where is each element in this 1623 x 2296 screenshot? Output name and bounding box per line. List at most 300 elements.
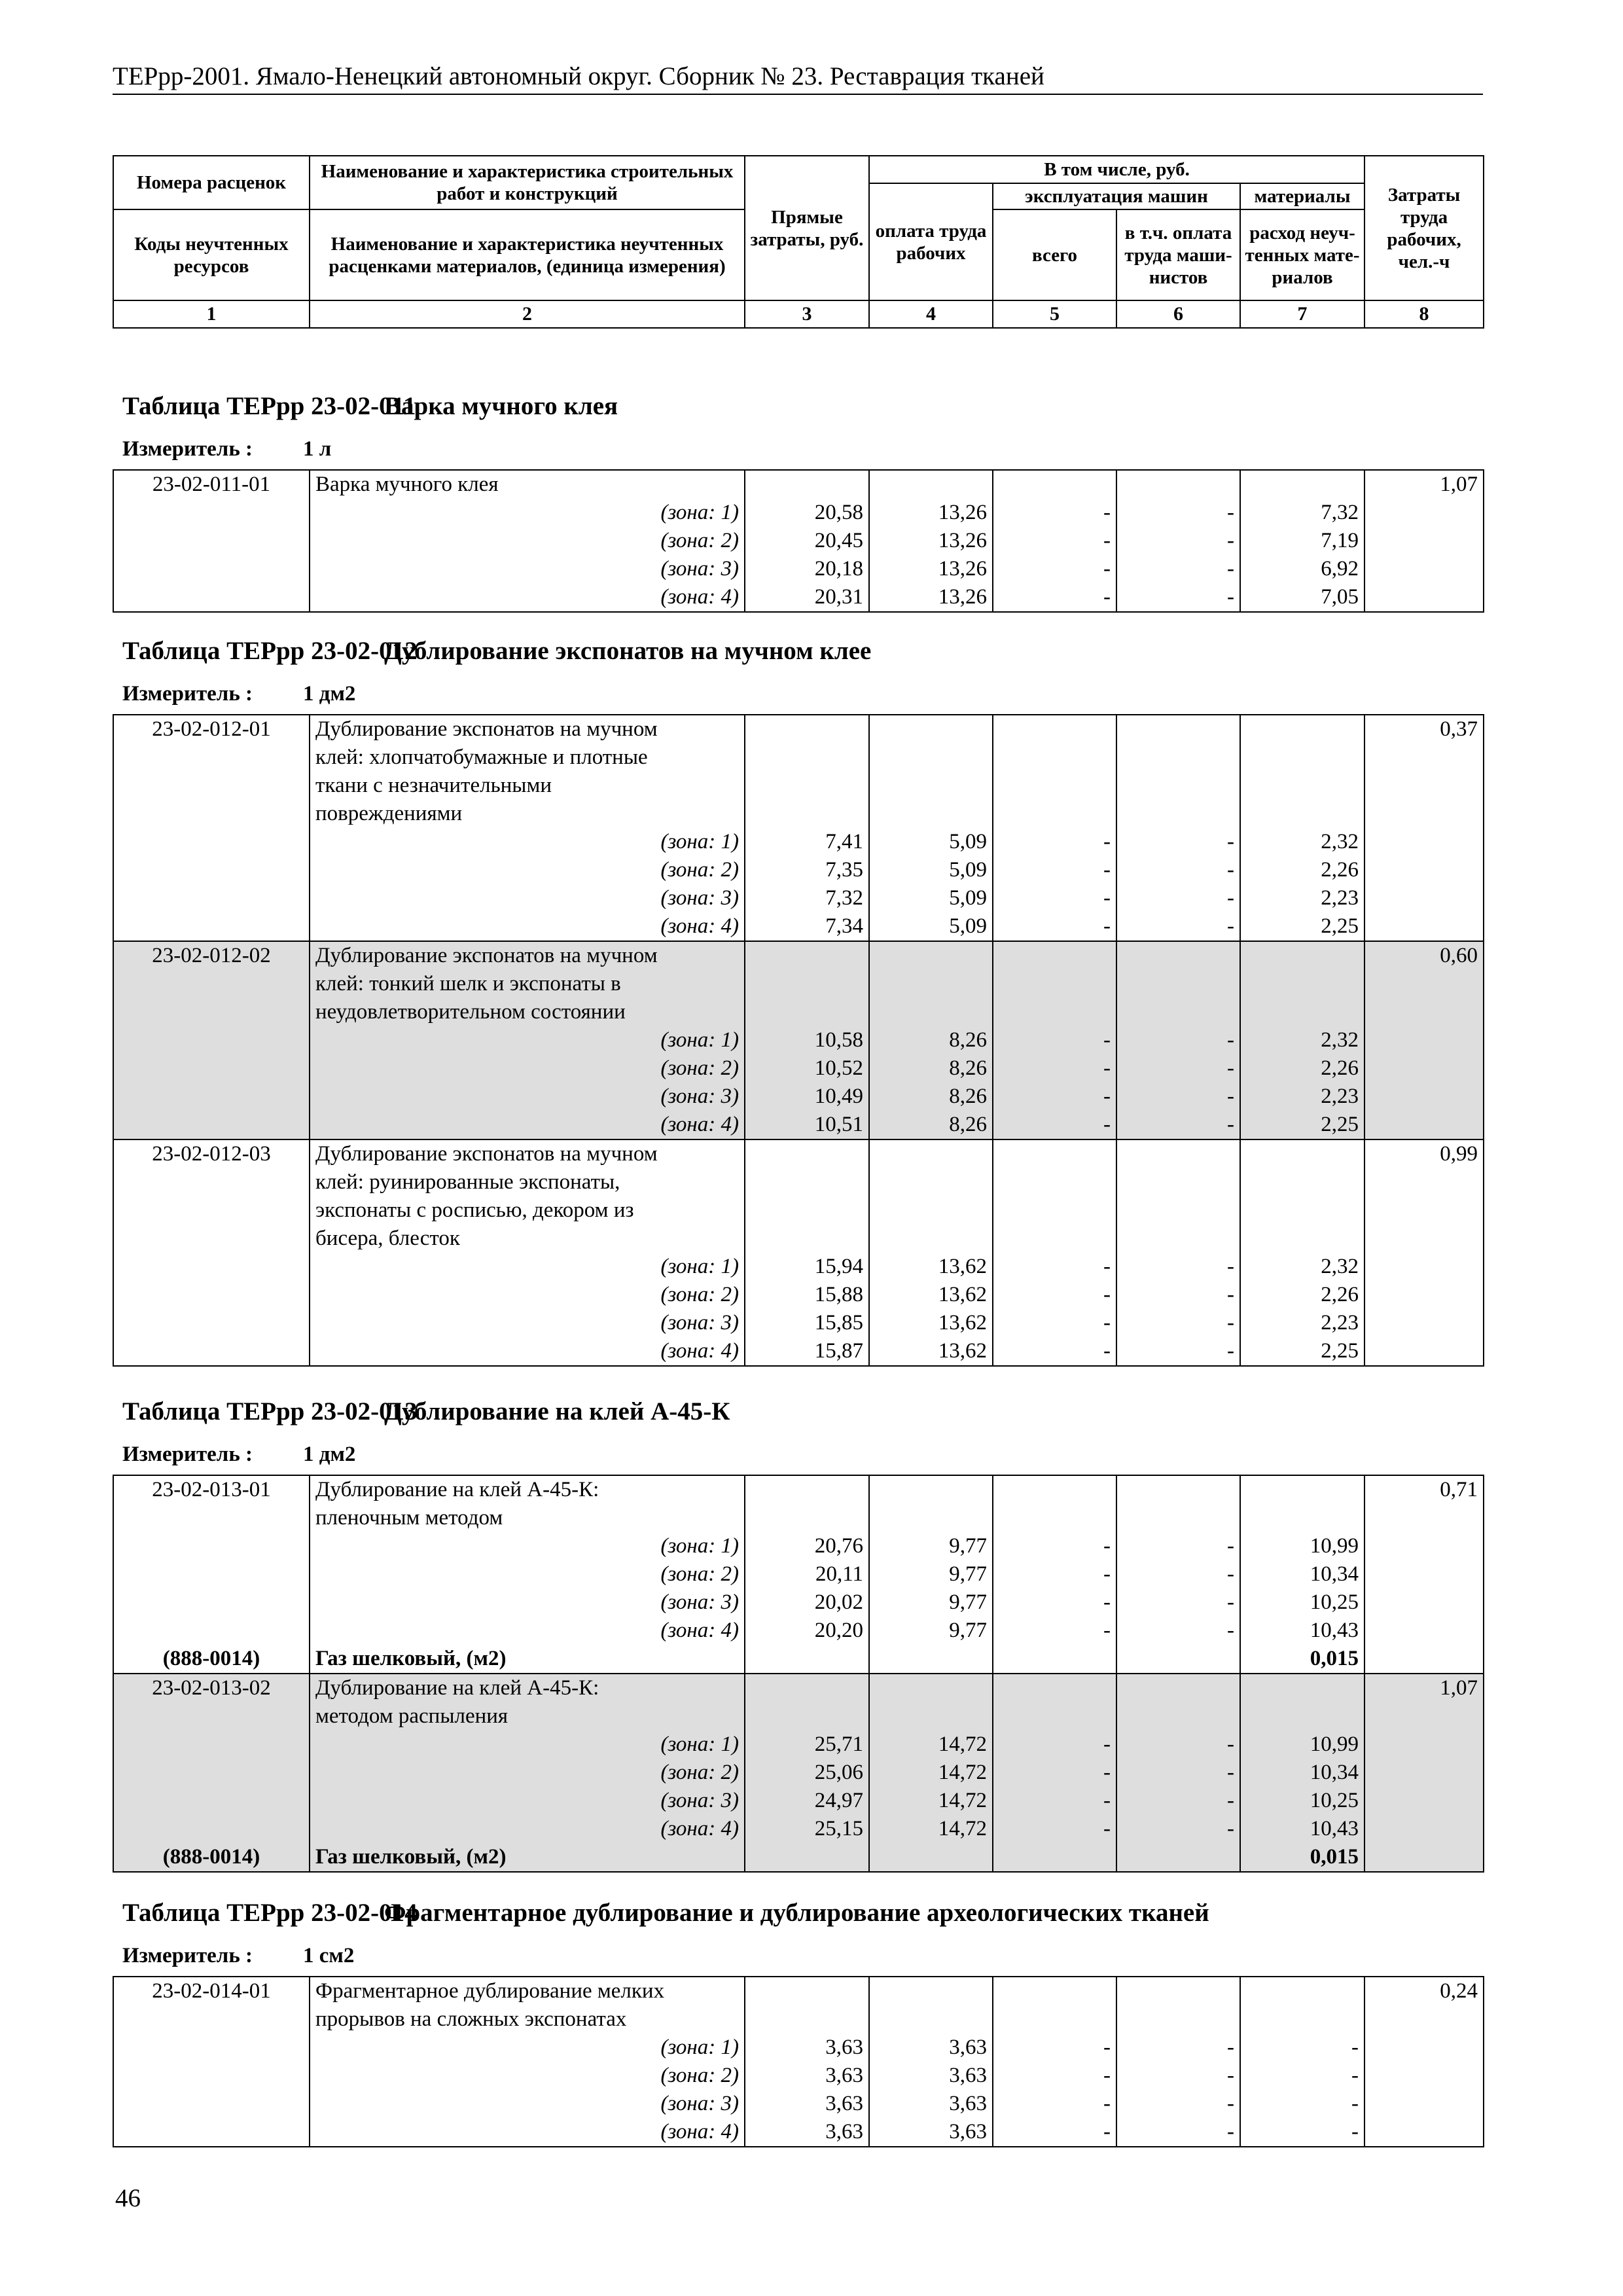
table-cell [1240, 744, 1364, 772]
machines-total: - [993, 1083, 1116, 1111]
direct-costs: 20,11 [745, 1560, 869, 1588]
table-cell [1240, 1225, 1364, 1253]
table-cell [113, 970, 310, 998]
machines-total: - [993, 828, 1116, 856]
table-cell [1364, 772, 1484, 800]
materials: 2,26 [1240, 1054, 1364, 1083]
table-cell [1364, 2062, 1484, 2090]
machinist-pay: - [1116, 1560, 1240, 1588]
labor-pay: 8,26 [869, 1111, 993, 1139]
labor-pay: 3,63 [869, 2034, 993, 2062]
machinist-pay: - [1116, 1588, 1240, 1617]
table-row [113, 470, 1484, 499]
table-row [113, 527, 1484, 555]
table-cell [1240, 1702, 1364, 1731]
table-cell [993, 1139, 1116, 1168]
labor-cost: 1,07 [1364, 1674, 1484, 1702]
table-cell [993, 1504, 1116, 1532]
table-cell [745, 998, 869, 1026]
table-cell [1116, 998, 1240, 1026]
zone-label: (зона: 2) [310, 1054, 745, 1083]
materials: 2,32 [1240, 1253, 1364, 1281]
materials: 7,19 [1240, 527, 1364, 555]
table-row [113, 2118, 1484, 2147]
materials: 2,26 [1240, 856, 1364, 884]
zone-label: (зона: 4) [310, 1815, 745, 1843]
machinist-pay: - [1116, 1253, 1240, 1281]
machinist-pay: - [1116, 1083, 1240, 1111]
table-row [113, 1111, 1484, 1139]
direct-costs: 10,58 [745, 1026, 869, 1054]
labor-pay: 13,62 [869, 1253, 993, 1281]
table-cell [993, 2005, 1116, 2034]
table-cell [113, 1617, 310, 1645]
machinist-pay: - [1116, 1026, 1240, 1054]
table-cell [993, 1168, 1116, 1196]
table-cell [745, 1977, 869, 2005]
labor-pay: 5,09 [869, 912, 993, 941]
table-row [113, 1083, 1484, 1111]
table-cell [869, 715, 993, 744]
machines-total: - [993, 884, 1116, 912]
header-number-4: 4 [869, 300, 993, 328]
unit-label: Измеритель : [122, 1443, 253, 1466]
table-cell [1116, 1196, 1240, 1225]
table-cell [1116, 1645, 1240, 1674]
unit-value: 1 л [303, 437, 332, 461]
table-row [113, 970, 1484, 998]
header-machines-total: всего [993, 209, 1116, 300]
header-machines: эксплуатация машин [993, 183, 1240, 209]
table-cell [869, 1196, 993, 1225]
machinist-pay: - [1116, 499, 1240, 527]
zone-label: (зона: 3) [310, 2090, 745, 2118]
table-cell [1364, 1196, 1484, 1225]
direct-costs: 7,34 [745, 912, 869, 941]
labor-pay: 9,77 [869, 1532, 993, 1560]
zone-label: (зона: 1) [310, 2034, 745, 2062]
table-row [113, 1253, 1484, 1281]
table-row [113, 1787, 1484, 1815]
table-cell [1116, 470, 1240, 499]
table-row [113, 744, 1484, 772]
table-cell [113, 1337, 310, 1366]
table-cell [1364, 499, 1484, 527]
table-cell [1116, 715, 1240, 744]
direct-costs: 20,02 [745, 1588, 869, 1617]
rate-name-line: Дублирование на клей А-45-К: [310, 1475, 745, 1504]
machinist-pay: - [1116, 884, 1240, 912]
table-cell [1364, 1026, 1484, 1054]
table-cell [1116, 941, 1240, 970]
table-cell [993, 1225, 1116, 1253]
materials: 2,25 [1240, 1337, 1364, 1366]
table-row [113, 800, 1484, 828]
direct-costs: 25,71 [745, 1731, 869, 1759]
labor-pay: 3,63 [869, 2118, 993, 2147]
table-cell [1116, 744, 1240, 772]
machines-total: - [993, 1337, 1116, 1366]
table-cell [1116, 1843, 1240, 1872]
direct-costs: 20,58 [745, 499, 869, 527]
table-cell [869, 2005, 993, 2034]
zone-label: (зона: 1) [310, 828, 745, 856]
machines-total: - [993, 1560, 1116, 1588]
table-row [113, 1281, 1484, 1309]
table-cell [993, 998, 1116, 1026]
header-materials: материалы [1240, 183, 1364, 209]
materials: 10,34 [1240, 1560, 1364, 1588]
table-title [122, 636, 871, 666]
table-cell [745, 970, 869, 998]
rate-name-line: клей: хлопчатобумажные и плотные [310, 744, 745, 772]
labor-pay: 3,63 [869, 2062, 993, 2090]
machines-total: - [993, 1309, 1116, 1337]
rate-code: 23-02-013-01 [113, 1475, 310, 1504]
table-cell [745, 941, 869, 970]
table-cell [1364, 1281, 1484, 1309]
table-cell [993, 470, 1116, 499]
direct-costs: 15,88 [745, 1281, 869, 1309]
table-cell [1364, 1168, 1484, 1196]
direct-costs: 25,06 [745, 1759, 869, 1787]
table-cell [1116, 970, 1240, 998]
rate-name-line: Фрагментарное дублирование мелких [310, 1977, 745, 2005]
materials: 2,23 [1240, 1083, 1364, 1111]
table-cell [869, 970, 993, 998]
rate-table [113, 469, 1484, 613]
machines-total: - [993, 527, 1116, 555]
table-cell [869, 1977, 993, 2005]
rate-name-line: методом распыления [310, 1702, 745, 1731]
materials: - [1240, 2062, 1364, 2090]
table-cell [1364, 1253, 1484, 1281]
table-cell [869, 1702, 993, 1731]
zone-label: (зона: 3) [310, 884, 745, 912]
table-cell [113, 1532, 310, 1560]
machinist-pay: - [1116, 828, 1240, 856]
table-cell [745, 1645, 869, 1674]
table-cell [1116, 1225, 1240, 1253]
table-cell [113, 744, 310, 772]
table-cell [1364, 1532, 1484, 1560]
machines-total: - [993, 1281, 1116, 1309]
materials: 10,43 [1240, 1815, 1364, 1843]
table-cell [113, 1225, 310, 1253]
machines-total: - [993, 583, 1116, 612]
resource-name: Газ шелковый, (м2) [310, 1645, 745, 1674]
zone-label: (зона: 4) [310, 2118, 745, 2147]
header-direct-costs: Прямые затраты, руб. [745, 156, 869, 300]
direct-costs: 10,52 [745, 1054, 869, 1083]
direct-costs: 20,20 [745, 1617, 869, 1645]
table-row [113, 1731, 1484, 1759]
table-cell [113, 1560, 310, 1588]
materials: 2,23 [1240, 1309, 1364, 1337]
table-code: Таблица ТЕРрр 23-02-013 [122, 1397, 418, 1426]
materials: 2,26 [1240, 1281, 1364, 1309]
table-cell [1116, 1504, 1240, 1532]
zone-label: (зона: 4) [310, 912, 745, 941]
zone-label: (зона: 2) [310, 2062, 745, 2090]
table-cell [745, 1475, 869, 1504]
table-row [113, 583, 1484, 612]
table-cell [1116, 1139, 1240, 1168]
machinist-pay: - [1116, 1309, 1240, 1337]
table-cell [113, 1196, 310, 1225]
measurement-unit [122, 1944, 354, 1968]
table-cell [1364, 1588, 1484, 1617]
table-row [113, 1196, 1484, 1225]
machines-total: - [993, 1815, 1116, 1843]
table-cell [113, 1083, 310, 1111]
rate-code: 23-02-012-02 [113, 941, 310, 970]
unit-label: Измеритель : [122, 682, 253, 706]
materials: 6,92 [1240, 555, 1364, 583]
table-cell [993, 715, 1116, 744]
machinist-pay: - [1116, 2118, 1240, 2147]
labor-pay: 9,77 [869, 1617, 993, 1645]
machines-total: - [993, 499, 1116, 527]
table-row [113, 1504, 1484, 1532]
table-cell [1240, 1139, 1364, 1168]
direct-costs: 25,15 [745, 1815, 869, 1843]
machinist-pay: - [1116, 1731, 1240, 1759]
header-including: В том числе, руб. [869, 156, 1364, 183]
table-cell [1364, 1560, 1484, 1588]
rate-table [113, 714, 1484, 1367]
zone-label: (зона: 4) [310, 1617, 745, 1645]
machinist-pay: - [1116, 1815, 1240, 1843]
rate-code: 23-02-014-01 [113, 1977, 310, 2005]
table-cell [1240, 1977, 1364, 2005]
table-cell [745, 772, 869, 800]
table-row [113, 1843, 1484, 1872]
table-row [113, 772, 1484, 800]
table-cell [745, 1168, 869, 1196]
table-row [113, 998, 1484, 1026]
table-cell [745, 1843, 869, 1872]
table-cell [1364, 527, 1484, 555]
table-cell [869, 744, 993, 772]
table-cell [1364, 970, 1484, 998]
table-row [113, 884, 1484, 912]
direct-costs: 24,97 [745, 1787, 869, 1815]
table-cell [113, 1111, 310, 1139]
labor-pay: 13,62 [869, 1337, 993, 1366]
table-cell [1364, 744, 1484, 772]
rate-name-line: прорывов на сложных экспонатах [310, 2005, 745, 2034]
table-cell [869, 1645, 993, 1674]
table-cell [869, 800, 993, 828]
table-cell [1240, 715, 1364, 744]
rate-name-line: пленочным методом [310, 1504, 745, 1532]
measurement-unit [122, 682, 355, 706]
table-cell [1364, 884, 1484, 912]
machinist-pay: - [1116, 2034, 1240, 2062]
table-cell [113, 499, 310, 527]
rate-code: 23-02-012-01 [113, 715, 310, 744]
rate-name-line: Дублирование на клей А-45-К: [310, 1674, 745, 1702]
unit-value: 1 дм2 [303, 682, 356, 706]
measurement-unit [122, 1443, 355, 1467]
table-cell [1240, 1504, 1364, 1532]
direct-costs: 15,85 [745, 1309, 869, 1337]
table-cell [869, 998, 993, 1026]
table-cell [113, 1787, 310, 1815]
header-labor-cost: Затраты труда рабочих, чел.-ч [1364, 156, 1484, 300]
table-cell [1240, 2005, 1364, 2034]
table-cell [869, 1225, 993, 1253]
table-cell [1240, 800, 1364, 828]
machinist-pay: - [1116, 1281, 1240, 1309]
table-cell [113, 1253, 310, 1281]
header-material-name: Наименование и характеристика неучтенных расценками материалов, (единица измерения) [310, 209, 745, 300]
rate-name-line: Дублирование экспонатов на мучном [310, 715, 745, 744]
table-cell [113, 856, 310, 884]
labor-pay: 14,72 [869, 1787, 993, 1815]
table-row [113, 1560, 1484, 1588]
table-cell [113, 800, 310, 828]
materials: 2,32 [1240, 1026, 1364, 1054]
table-cell [869, 1475, 993, 1504]
direct-costs: 10,51 [745, 1111, 869, 1139]
table-cell [745, 1225, 869, 1253]
table-cell [113, 2062, 310, 2090]
table-cell [113, 2090, 310, 2118]
table-cell [1364, 1111, 1484, 1139]
page-number: 46 [115, 2184, 141, 2212]
table-cell [993, 744, 1116, 772]
direct-costs: 20,76 [745, 1532, 869, 1560]
table-cell [993, 1645, 1116, 1674]
labor-pay: 9,77 [869, 1560, 993, 1588]
table-cell [113, 1759, 310, 1787]
zone-label: (зона: 4) [310, 1111, 745, 1139]
machines-total: - [993, 1253, 1116, 1281]
table-cell [1364, 1083, 1484, 1111]
rate-code: 23-02-013-02 [113, 1674, 310, 1702]
table-cell [1116, 1168, 1240, 1196]
machinist-pay: - [1116, 527, 1240, 555]
header-number-8: 8 [1364, 300, 1484, 328]
table-cell [993, 1702, 1116, 1731]
table-cell [993, 800, 1116, 828]
table-cell [869, 470, 993, 499]
table-cell [1240, 998, 1364, 1026]
table-row [113, 2034, 1484, 2062]
table-cell [869, 1168, 993, 1196]
table-cell [1364, 1309, 1484, 1337]
table-row [113, 555, 1484, 583]
rate-code: 23-02-012-03 [113, 1139, 310, 1168]
table-cell [1364, 1759, 1484, 1787]
zone-label: (зона: 2) [310, 527, 745, 555]
materials: 7,32 [1240, 499, 1364, 527]
labor-pay: 14,72 [869, 1815, 993, 1843]
direct-costs: 3,63 [745, 2118, 869, 2147]
rate-name-line: повреждениями [310, 800, 745, 828]
rate-name-line: Дублирование экспонатов на мучном [310, 1139, 745, 1168]
machinist-pay: - [1116, 1759, 1240, 1787]
machinist-pay: - [1116, 1532, 1240, 1560]
rate-name-line: Дублирование экспонатов на мучном [310, 941, 745, 970]
direct-costs: 10,49 [745, 1083, 869, 1111]
table-cell [113, 1026, 310, 1054]
machines-total: - [993, 2062, 1116, 2090]
table-row [113, 1977, 1484, 2005]
table-cell [113, 884, 310, 912]
materials: 2,23 [1240, 884, 1364, 912]
materials: 10,99 [1240, 1532, 1364, 1560]
machines-total: - [993, 555, 1116, 583]
materials: 10,99 [1240, 1731, 1364, 1759]
labor-pay: 14,72 [869, 1731, 993, 1759]
table-cell [1116, 1674, 1240, 1702]
direct-costs: 15,94 [745, 1253, 869, 1281]
unit-value: 1 дм2 [303, 1443, 356, 1466]
labor-pay: 5,09 [869, 884, 993, 912]
resource-code: (888-0014) [113, 1645, 310, 1674]
labor-cost: 0,24 [1364, 1977, 1484, 2005]
table-cell [993, 1475, 1116, 1504]
table-cell [113, 772, 310, 800]
table-cell [745, 744, 869, 772]
table-cell [1364, 2034, 1484, 2062]
zone-label: (зона: 3) [310, 1309, 745, 1337]
machines-total: - [993, 856, 1116, 884]
rate-name-line: клей: тонкий шелк и экспонаты в [310, 970, 745, 998]
table-title-text: Варка мучного клея [384, 392, 618, 420]
measurement-unit [122, 437, 331, 461]
rate-code: 23-02-011-01 [113, 470, 310, 499]
unit-value: 1 см2 [303, 1944, 355, 1967]
table-cell [745, 715, 869, 744]
zone-label: (зона: 3) [310, 1083, 745, 1111]
table-cell [1364, 1787, 1484, 1815]
labor-pay: 8,26 [869, 1083, 993, 1111]
table-cell [993, 1977, 1116, 2005]
table-cell [1364, 1815, 1484, 1843]
rate-name-line: клей: руинированные экспонаты, [310, 1168, 745, 1196]
table-cell [1364, 800, 1484, 828]
direct-costs: 7,32 [745, 884, 869, 912]
labor-pay: 13,26 [869, 583, 993, 612]
table-row [113, 499, 1484, 527]
table-row [113, 2005, 1484, 2034]
table-cell [113, 2118, 310, 2147]
machines-total: - [993, 2118, 1116, 2147]
direct-costs: 3,63 [745, 2062, 869, 2090]
machines-total: - [993, 2090, 1116, 2118]
materials: 10,25 [1240, 1588, 1364, 1617]
header-number-5: 5 [993, 300, 1116, 328]
machines-total: - [993, 2034, 1116, 2062]
resource-code: (888-0014) [113, 1843, 310, 1872]
table-cell [113, 2005, 310, 2034]
machinist-pay: - [1116, 912, 1240, 941]
table-cell [993, 1674, 1116, 1702]
table-cell [1364, 1617, 1484, 1645]
zone-label: (зона: 3) [310, 1787, 745, 1815]
direct-costs: 3,63 [745, 2034, 869, 2062]
zone-label: (зона: 1) [310, 1532, 745, 1560]
resource-name: Газ шелковый, (м2) [310, 1843, 745, 1872]
rate-name-line: экспонаты с росписью, декором из [310, 1196, 745, 1225]
unit-label: Измеритель : [122, 1944, 253, 1967]
machinist-pay: - [1116, 1617, 1240, 1645]
zone-label: (зона: 4) [310, 1337, 745, 1366]
